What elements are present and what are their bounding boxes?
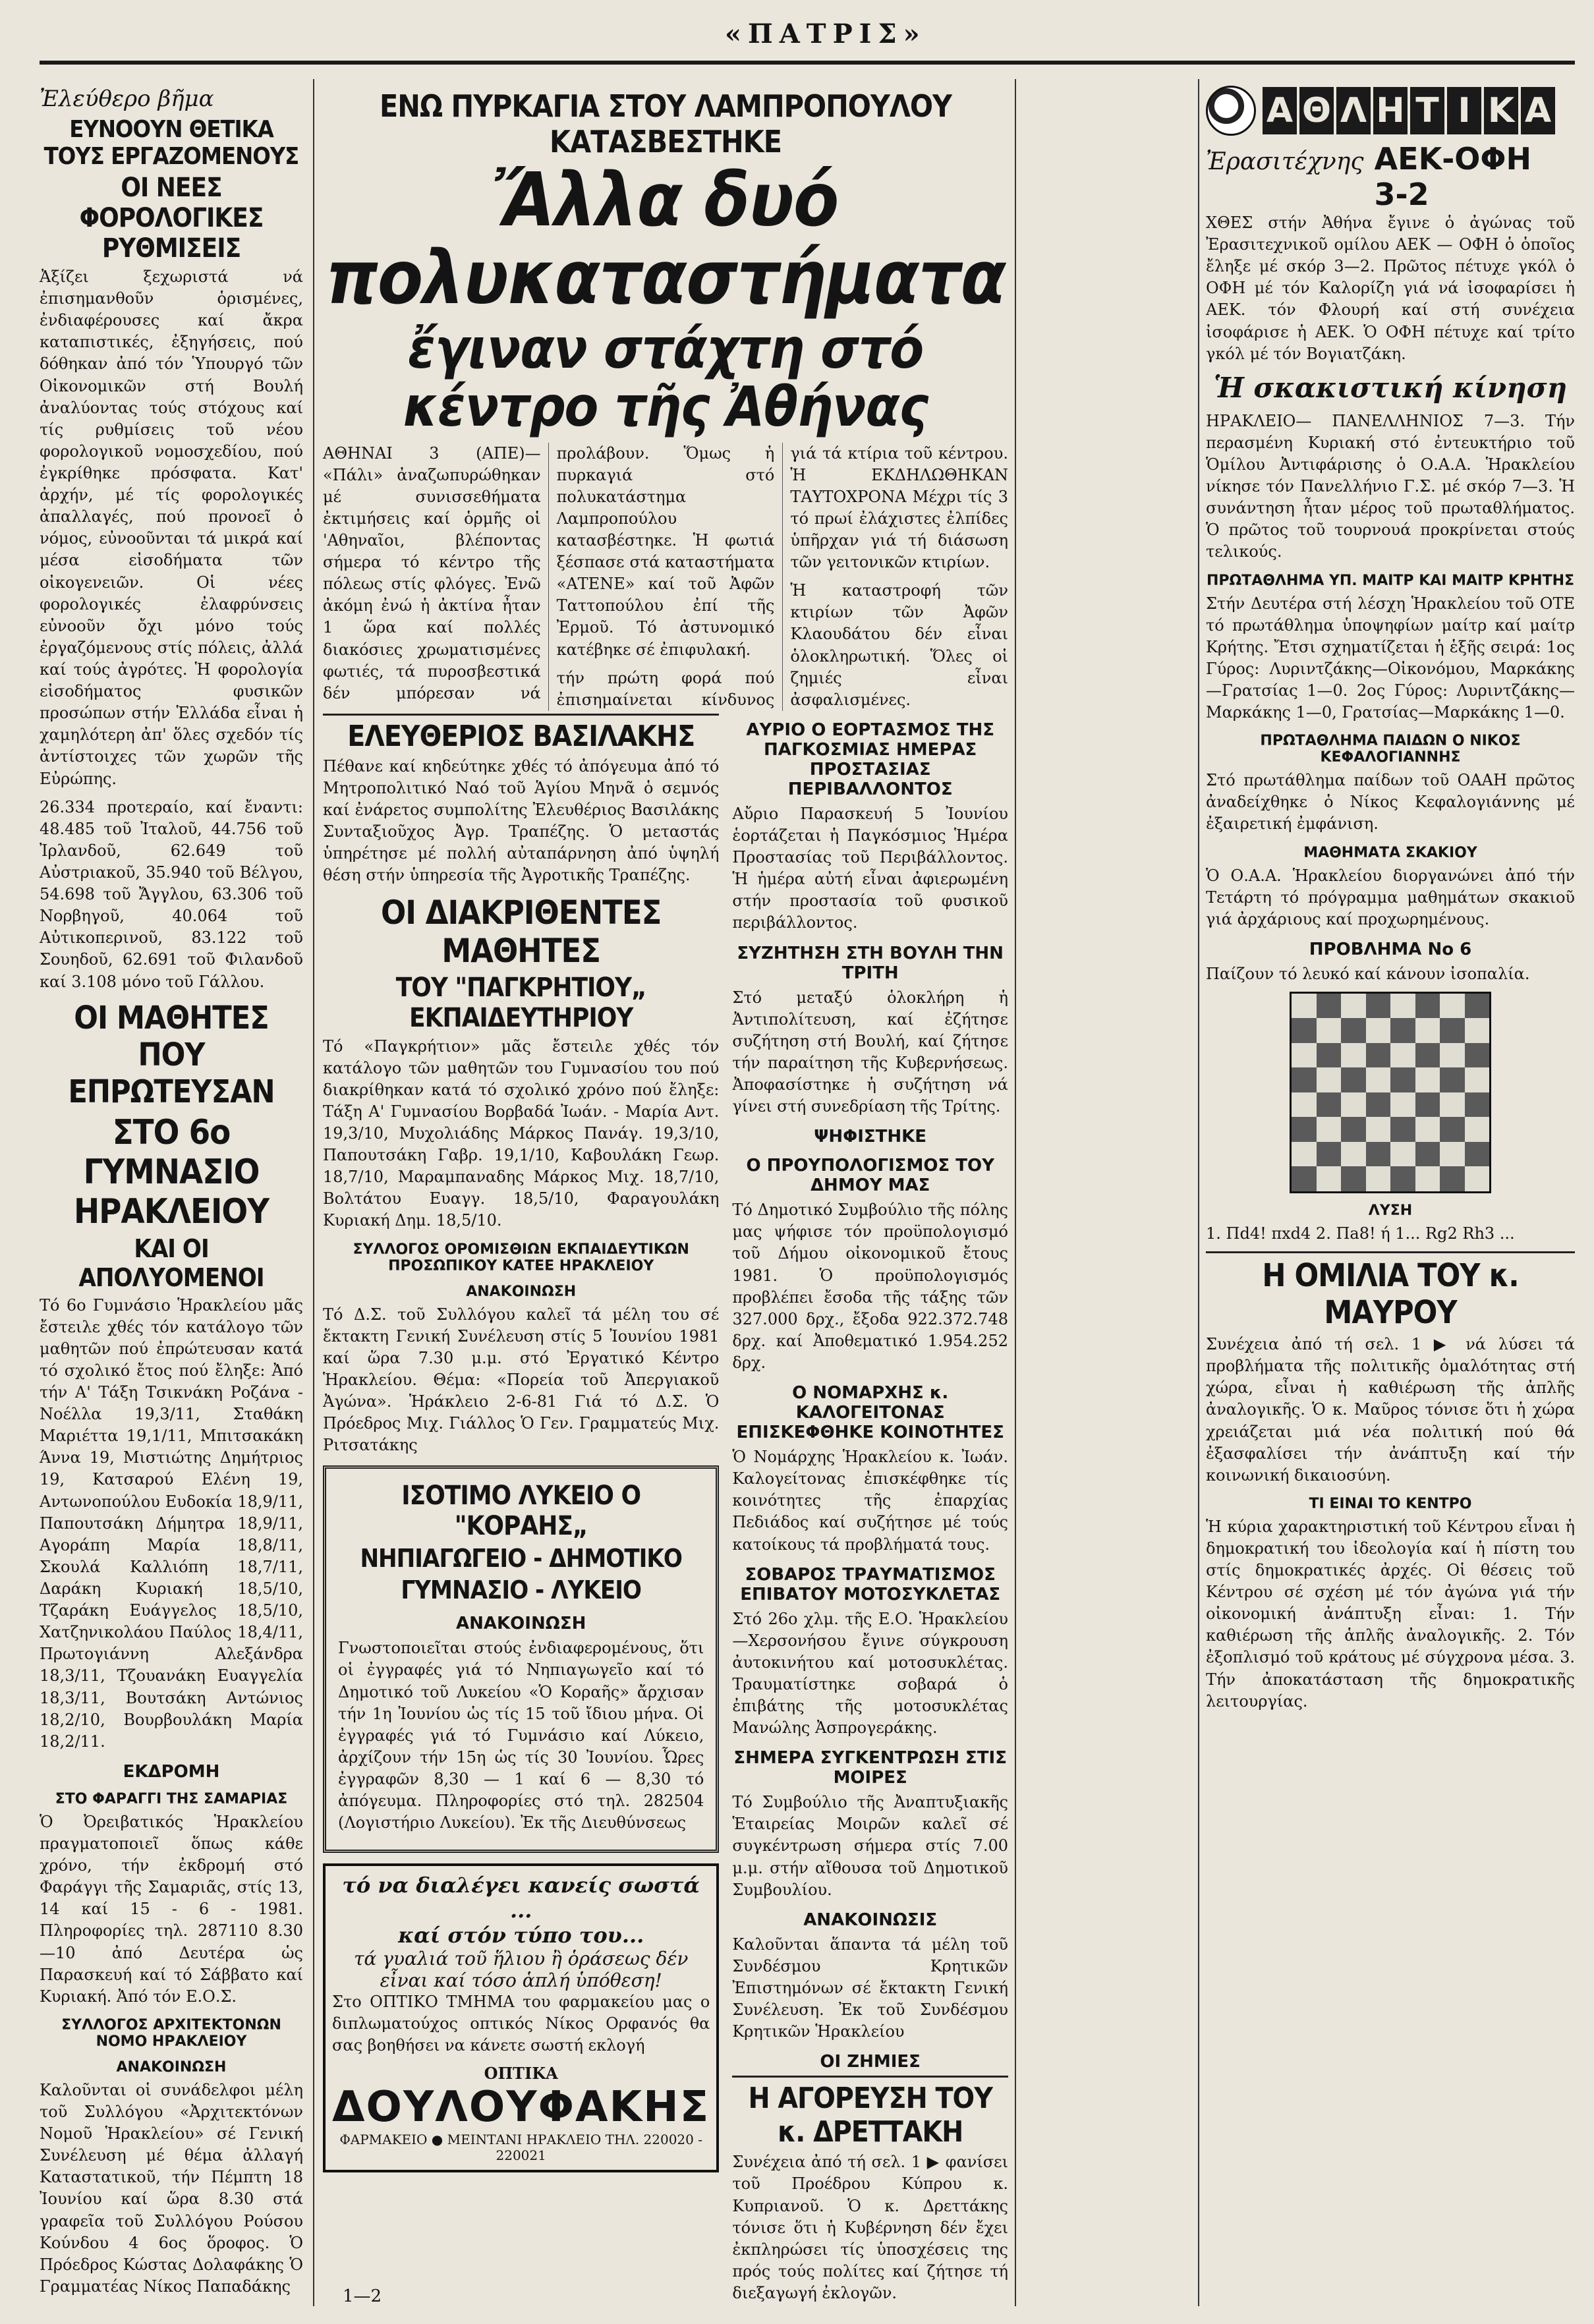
- chess-square: [1366, 1092, 1391, 1118]
- chess-square: [1317, 994, 1342, 1019]
- article-body: Τό Δημοτικό Συμβούλιο τῆς πόλης μας ψήφισε τόν προϋπολογισμό τοῦ Δήμου οἰκονομικοῦ ἔτους 1981. Ὁ προϋπολογισμός προβλέπει ἔσοδα τῆς τάξης τῶν 327.000 δρχ., ἔξοδα 922.372.748 δρχ. καί Ἀποθεματικό 1.954.252 δρχ.: [732, 1201, 1008, 1372]
- article-body: Στό 26ο χλμ. τῆς Ε.Ο. Ἡρακλείου —Χερσονήσου ἔγινε σύγκρουση ἀυτοκινήτου καί μοτοσυκλέτας. Τραυματίστηκε σοβαρά ὁ ἐπιβάτης τῆς μοτοσυκλέτας Μανώλης Ἀσπρογεράκης.: [732, 1609, 1008, 1738]
- chess-square: [1292, 994, 1317, 1019]
- title-letter: Θ: [1299, 87, 1334, 134]
- chess-square: [1390, 994, 1415, 1019]
- chess-square: [1390, 1117, 1415, 1142]
- header-rule: [40, 61, 1575, 65]
- advert-brand-small: ΟΠΤΙΚΑ: [484, 2063, 558, 2083]
- chess-square: [1465, 1018, 1490, 1043]
- article-body: Ὁ Νομάρχης Ἡρακλείου κ. Ἰωάν. Καλογείτονας ἐπισκέφθηκε τίς κοινότητες τῆς ἐπαρχίας Πεδιάδος καί συζήτησε μέ τούς κατοίκους τά προβλήματά τους.: [732, 1448, 1008, 1554]
- chess-diagram: [1290, 992, 1491, 1193]
- chess-square: [1465, 1117, 1490, 1142]
- article-body: Τό Δ.Σ. τοῦ Συλλόγου καλεῖ τά μέλη του σέ ἔκτακτη Γενική Συνέλευση στίς 5 Ἰουνίου 1981 καί ὥρα 7.30 μ.μ. στό Ἐργατικό Κέντρο Ἡρακλείου. Θέμα: «Πορεία τοῦ Ἀπεργιακοῦ Ἀγώνα». Ἡράκλειο 2-6-81 Γιά τό Δ.Σ. Ὁ Πρόεδρος Μιχ. Γιάλλος Ὁ Γεν. Γραμματεύς Μιχ. Ριτσατάκης: [323, 1305, 720, 1455]
- article-body: Πέθανε καί κηδεύτηκε χθές τό ἀπόγευμα ἀπό τό Μητροπολιτικό Ναό τοῦ Ἁγίου Μηνᾶ ὁ σεμνός καί ἐνάρετος συμπολίτης Ἐλευθέριος Βασιλάκης Συνταξιοῦχος Ἀγρ. Τραπέζης. Ὁ μεταστάς ὑπηρέτησε μέ πολλή αὐταπάρνηση ἀπό ὑψηλή θέση στήν ὑπηρεσία τῆς Ἀγροτικῆς Τραπέζης.: [323, 756, 720, 885]
- masthead: «ΠΑΤΡΙΣ»: [725, 18, 926, 49]
- article-body: Ὁ Ὀρειβατικός Ἡρακλείου πραγματοποιεῖ ὅπως κάθε χρόνο, τήν ἐκδρομή στό Φαράγγι τῆς Σαμαριᾶς, στίς 13, 14 καί 15 - 6 - 1981. Πληροφορίες τηλ. 287110 8.30—10 ἀπό Δευτέρα ὡς Παρασκευή καί τό Σάββατο καί Κυριακή. Ἀπό τόν Ε.Ο.Σ.: [40, 1812, 303, 2006]
- article-body: τήν πρώτη φορά πού ἐπισημαίνεται κίνδυνος γιά τά κτίρια τοῦ κέντρου. Ἡ ΕΚΔΗΛΩΘΗΚΑΝ ΤΑΥΤΟΧΡΟΝΑ Μέχρι τίς 3 τό πρωί ἐλάχιστες ἐλπίδες ὑπῆρχαν γιά τή διάσωση τῶν γειτονικῶν κτιρίων.: [556, 443, 1008, 709]
- title-letter: Κ: [1484, 87, 1518, 134]
- section-heading: ΣΥΛΛΟΓΟΣ ΟΡΟΜΙΣΘΙΩΝ ΕΚΠΑΙΔΕΥΤΙΚΩΝ ΠΡΟΣΩΠΙΚΟΥ ΚΑΤΕΕ ΗΡΑΚΛΕΙΟΥ: [353, 1241, 689, 1274]
- section-heading: ΟΙ ΖΗΜΙΕΣ: [820, 2052, 921, 2072]
- chess-square: [1440, 1067, 1465, 1092]
- article-body: Στήν Δευτέρα στή λέσχη Ἡρακλείου τοῦ ΟΤΕ τό πρωτάθλημα ὑποψηφίων μαίτρ καί μαίτρ Κρήτης. Ἔτσι σχηματίζεται ἡ ἑξῆς σειρά: 1ος Γύρος: Λυριντζάκης—Οἰκονόμου, Μαρκάκης—Γρατσίας 1—0. 2ος Γύρος: Λυριντζάκης—Μαρκάκης 1—0, Γρατσίας—Μαρκάκης 1—0.: [1206, 594, 1575, 722]
- section-subheading: ΑΝΑΚΟΙΝΩΣΗ: [466, 1283, 577, 1300]
- chess-square: [1415, 1018, 1440, 1043]
- chess-square: [1317, 1067, 1342, 1092]
- sports-banner: [1206, 86, 1575, 136]
- section-heading: ΕΚΔΡΟΜΗ: [123, 1761, 220, 1782]
- article-body: Καλοῦνται ἅπαντα τά μέλη τοῦ Συνδέσμου Κρητικῶν Ἐπιστημόνων σέ ἔκτακτη Γενική Συνέλευση. Ἐκ τοῦ Συνδέσμου Κρητικῶν Ἡρακλείου: [732, 1935, 1008, 2041]
- chess-square: [1341, 1117, 1366, 1142]
- advert-brand: ΔΟΥΛΟΥΦΑΚΗΣ: [332, 2082, 710, 2132]
- article-headline: ΕΝΩ ΠΥΡΚΑΓΙΑ ΣΤΟΥ ΛΑΜΠΡΟΠΟΥΛΟΥ ΚΑΤΑΣΒΕΣΤΗΚΕ: [379, 88, 952, 159]
- chess-square: [1366, 1067, 1391, 1092]
- advert-headline: ΓΥΜΝΑΣΙΟ - ΛΥΚΕΙΟ: [401, 1575, 641, 1605]
- chess-square: [1317, 1142, 1342, 1167]
- chess-square: [1440, 1018, 1465, 1043]
- chess-square: [1292, 1142, 1317, 1167]
- chess-square: [1341, 1166, 1366, 1191]
- section-heading: ΣΟΒΑΡΟΣ ΤΡΑΥΜΑΤΙΣΜΟΣ ΕΠΙΒΑΤΟΥ ΜΟΤΟΣΥΚΛΕΤΑΣ: [740, 1564, 1001, 1604]
- title-letter: Α: [1263, 87, 1297, 134]
- article-body: Ἀξίζει ξεχωριστά νά ἐπισημανθοῦν ὁρισμένες, ἐνδιαφέρουσες καί ἄκρα καταπιστικές, ἐξηγήσεις, πού δόθηκαν ἀπό τόν Ὑπουργό τῶν Οἰκονομικῶν στή Βουλή ἀναλύοντας τούς στόχους καί τίς ρυθμίσεις τοῦ νέου φορολογικοῦ νομοσχεδίου, πού ἐγκρίθηκε πρόσφατα. Κατ' ἀρχήν, μέ τίς φορολογικές ἀπαλλαγές, πού προνοεῖ ὁ νόμος, εὐνοοῦνται τά μικρά καί μέσα εἰσοδήματα τῶν οἰκογενειῶν. Οἱ νέες φορολογικές ἐλαφρύνσεις εὐνοοῦν ὄχι μόνο τούς ἐργαζόμενους στίς πόλεις, ἀλλά καί τούς ἀγρότες. Ἡ φορολογία εἰσοδήματος φυσικῶν προσώπων στήν Ἑλλάδα εἶναι ἡ χαμηλότερη ἀπ' ὅλες σχεδόν τίς ἀντίστοιχες τῶν χωρῶν τῆς Εὐρώπης.: [40, 268, 303, 788]
- section-heading: ΨΗΦΙΣΤΗΚΕ: [814, 1127, 927, 1147]
- article-body: Ἡ κύρια χαρακτηριστική τοῦ Κέντρου εἶναι ἡ δημοκρατική του ἰδεολογία καί ἡ πίστη του στίς δημοκρατικές ἀρχές. Οἱ θέσεις τοῦ Κέντρου σέ σχέση μέ τόν ἀγώνα γιά τήν οἰκονομική ἀνάπτυξη εἶναι: 1. Τήν καθιέρωση τῆς ἁπλῆς ἀναλογικῆς. 2. Τόν ἐξοπλισμό τοῦ κράτους μέ σύγχρονα μέσα. 3. Τήν ἀποκατάσταση τῆς δημοκρατικῆς λειτουργίας.: [1206, 1517, 1575, 1711]
- chess-square: [1440, 994, 1465, 1019]
- chess-square: [1292, 1067, 1317, 1092]
- chess-square: [1415, 1067, 1440, 1092]
- article-body: Ἡ καταστροφή τῶν κτιρίων τῶν Ἀφῶν Κλαουδάτου δέν εἶναι ὁλοκληρωτική. Ὅλες οἱ ζημιές εἶναι ἀσφαλισμένες.: [790, 581, 1008, 709]
- chess-square: [1415, 994, 1440, 1019]
- chess-square: [1440, 1166, 1465, 1191]
- article-headline: Η ΑΓΟΡΕΥΣΗ ΤΟΥ κ. ΔΡΕΤΤΑΚΗ: [732, 2076, 1008, 2149]
- sports-title: [1263, 87, 1555, 134]
- article-headline: ΟΙ ΝΕΕΣ ΦΟΡΟΛΟΓΙΚΕΣ ΡΥΘΜΙΣΕΙΣ: [79, 173, 264, 264]
- chess-square: [1366, 1142, 1391, 1167]
- article-headline: ΣΤΟ 6ο ΓΥΜΝΑΣΙΟ ΗΡΑΚΛΕΙΟΥ: [73, 1112, 270, 1232]
- chess-square: [1390, 1018, 1415, 1043]
- article-body: Καλοῦνται οἱ συνάδελφοι μέλη τοῦ Συλλόγου «Ἀρχιτεκτόνων Νομοῦ Ἡρακλείου» σέ Γενική Συνέλευση μέ θέμα ἀλλαγή Καταστατικοῦ, τήν Πέμπτη 18 Ἰουνίου καί ὥρα 8.30 στά γραφεῖα τοῦ Συλλόγου Ρούσου Κούνδου 4 6ος ὅροφος. Ὁ Πρόεδρος Κώστας Δολαφάκης Ὁ Γραμματέας Νίκος Παπαδάκης: [40, 2080, 303, 2296]
- article-body: Τό «Παγκρήτιον» μᾶς ἔστειλε χθές τόν κατάλογο τῶν μαθητῶν του Γυμνασίου του πού διακρίθηκαν κατά τό σχολικό χρόνο πού ἔληξε: Τάξη Α' Γυμνασίου Βορβαδά Ἰωάν. - Μαρία Αντ. 19,3/10, Μυχολιάδης Μάρκος Πανάγ. 19,3/10, Παπουτσάκη Γαβρ. 19,1/10, Καβουλάκη Γεωρ. 18,7/10, Μαραμπαναδης Μάρκος Μιχ. 18,7/10, Βολτάτου Ευαγγ. 18,5/10, Φαραγουλάκη Κυριακή Δημ. 18,5/10.: [323, 1036, 720, 1230]
- article-body: Τό 6ο Γυμνάσιο Ἡρακλείου μᾶς ἔστειλε χθές τόν κατάλογο τῶν μαθητῶν πού ἐπρώτευσαν κατά τό σχολικό ἔτος πού ἔληξε: Ἀπό τήν Α' Τάξη Τσικνάκη Ροζάνα - Νοέλλα 19,3/11, Σταθάκη Μαριέττα 19,1/11, Μπιτσακάκη Άννα 19, Μιστιώτης Δημήτριος 19, Κατσαρού Ελένη 19, Αντωνοπούλου Ευδοκία 18,9/11, Παπουτσάκη Δήμητρα 18,9/11, Αγοράπη Μαρία 18,8/11, Σκουλά Καλλιόπη 18,7/11, Δαράκη Κυριακή 18,5/10, Τζαράκη Ευάγγελος 18,5/10, Χατζηνικολάου Παύλος 18,4/11, Πρωτογιάννη Αλεξάνδρα 18,3/11, Τζουανάκη Ευαγγελία 18,3/11, Βουτσάκη Αντώνιος 18,2/10, Βουρβουλάκη Μαρία 18,2/11.: [40, 1295, 303, 1751]
- chess-square: [1415, 1117, 1440, 1142]
- chess-square: [1390, 1142, 1415, 1167]
- advert-box: [323, 1465, 719, 1853]
- chess-square: [1341, 1043, 1366, 1068]
- advert-body: Γνωστοποιεῖται στούς ἐνδιαφερομένους, ὅτι οἱ ἐγγραφές γιά τό Νηπιαγωγεῖο καί τό Δημοτικό τοῦ Λυκείου «Ὁ Κοραῆς» ἄρχισαν τήν 1η Ἰουνίου ὡς τίς 15 τοῦ ἴδιου μήνα. Οἱ ἐγγραφές γιά τό Γυμνάσιο καί Λύκειο, ἀρχίζουν τήν 15η ὡς τίς 30 Ἰουνίου. Ὧρες ἐγγραφῶν 8,30 — 1 καί 6 — 8,30 τό ἀπόγευμα. Πληροφορίες στό τηλ. 282504 (Λογιστήριο Λυκείου). Ἐκ τῆς Διευθύνσεως: [338, 1639, 704, 1832]
- title-letter: Λ: [1336, 87, 1371, 134]
- chess-square: [1465, 1092, 1490, 1118]
- advert-headline: ΙΣΟΤΙΜΟ ΛΥΚΕΙΟ Ο "ΚΟΡΑΗΣ„: [401, 1481, 641, 1542]
- chess-square: [1415, 1043, 1440, 1068]
- chess-square: [1366, 994, 1391, 1019]
- chess-square: [1292, 1166, 1317, 1191]
- main-headline: ἔγιναν στάχτη στό κέντρο τῆς Ἀθήνας: [403, 316, 928, 439]
- chess-square: [1292, 1018, 1317, 1043]
- title-letter: Τ: [1410, 87, 1444, 134]
- section-subheading: ΣΤΟ ΦΑΡΑΓΓΙ ΤΗΣ ΣΑΜΑΡΙΑΣ: [55, 1790, 288, 1807]
- chess-square: [1366, 1043, 1391, 1068]
- optica-advert: [323, 1863, 719, 2172]
- advert-line: τό να διαλέγει κανείς σωστά ...: [342, 1873, 700, 1923]
- section-heading: ΑΥΡΙΟ Ο ΕΟΡΤΑΣΜΟΣ ΤΗΣ ΠΑΓΚΟΣΜΙΑΣ ΗΜΕΡΑΣ ΠΡΟΣΤΑΣΙΑΣ ΠΕΡΙΒΑΛΛΟΝΤΟΣ: [746, 720, 994, 799]
- article-body: ΧΘΕΣ στήν Ἀθήνα ἔγινε ὁ ἀγώνας τοῦ Ἐρασιτεχνικοῦ ομίλου ΑΕΚ — ΟΦΗ ὁ ὁποῖος ἔληξε μέ σκόρ 3—2. Πρῶτος πέτυχε γκόλ ὁ ΟΦΗ μέ τόν Καλορίζη γιά νά ἰσοφαρίσει ἡ ΑΕΚ. τόν Φλουρή καί στή συνέχεια ἰσοφάρισε ἡ ΑΕΚ. Ὁ ΟΦΗ πέτυχε καί τρίτο γκόλ μέ τόν Βογιατζάκη.: [1206, 213, 1575, 363]
- article-body: ΑΘΗΝΑΙ 3 (ΑΠΕ)— «Πάλι» ἀναζωπυρώθηκαν μέ συνισσεθήματα ἐκτιμήσεις καί ὁρμῆς οἱ 'Αθηναῖοι, βλέποντας σήμερα τό κέντρο τῆς πόλεως στίς φλόγες. Ἐνῶ ἀκόμη ἐνώ ἡ ἀκτίνα ἦταν 1 ὥρα καί πολλές διακόσιες χρωματισμένες φωτιές, τά πυροσβεστικά δέν μπόρεσαν νά προλάβουν. Ὅμως ἡ πυρκαγιά στό πολυκατάστημα Λαμπροπούλου κατασβέστηκε. Ἡ φωτιά ξέσπασε στά καταστήματα «ΑΤΕΝΕ» καί τοῦ Ἀφῶν Ταττοπούλου ἐπί τῆς Ἐρμοῦ. Τό ἀστυνομικό κατέβηκε σέ ἐπιφυλακή.: [323, 443, 775, 702]
- main-headline: Ἄλλα δυό πολυκαταστήματα: [326, 157, 1006, 321]
- chess-square: [1341, 994, 1366, 1019]
- chess-square: [1341, 1018, 1366, 1043]
- page-number: 1—2: [343, 2286, 382, 2306]
- chess-square: [1317, 1117, 1342, 1142]
- chess-square: [1366, 1117, 1391, 1142]
- section-heading: ΣΥΖΗΤΗΣΗ ΣΤΗ ΒΟΥΛΗ ΤΗΝ ΤΡΙΤΗ: [737, 943, 1004, 983]
- solution-text: 1. Πd4! πxd4 2. Πa8! ή 1... Rg2 Rh3 ...: [1206, 1224, 1515, 1243]
- advert-footer: ΦΑΡΜΑΚΕΙΟ ● ΜΕΙΝΤΑΝΙ ΗΡΑΚΛΕΙΟ ΤΗΛ. 220020 - 220021: [339, 2131, 702, 2163]
- advert-headline: ΝΗΠΙΑΓΩΓΕΙΟ - ΔΗΜΟΤΙΚΟ: [360, 1544, 682, 1573]
- title-letter: Α: [1521, 87, 1555, 134]
- chess-square: [1292, 1117, 1317, 1142]
- chess-square: [1415, 1166, 1440, 1191]
- chess-square: [1317, 1018, 1342, 1043]
- chess-square: [1317, 1043, 1342, 1068]
- section-heading: ΣΗΜΕΡΑ ΣΥΓΚΕΝΤΡΩΣΗ ΣΤΙΣ ΜΟΙΡΕΣ: [733, 1748, 1007, 1788]
- article-headline: ΟΙ ΔΙΑΚΡΙΘΕΝΤΕΣ ΜΑΘΗΤΕΣ: [381, 893, 662, 970]
- article-body: Στό μεταξύ ὁλοκλήρη ἡ Ἀντιπολίτευση, καί ἐζήτησε συζήτηση στή Βουλή, καί ζήτησε τήν παραίτηση τῆς Κυβερνήσεως. Ἀποφασίστηκε ἡ συζήτηση νά γίνει στή συνεδρίαση τῆς Τρίτης.: [732, 988, 1008, 1116]
- section-subheading: ΑΝΑΚΟΙΝΩΣΗ: [116, 2058, 227, 2076]
- advert-body: Στο ΟΠΤΙΚΟ ΤΜΗΜΑ του φαρμακείου μας ο διπλωματούχος οπτικός Νίκος Ορφανός θα σας βοηθήσει να κάνετε σωστή εκλογή: [332, 1993, 710, 2055]
- chess-square: [1317, 1166, 1342, 1191]
- section-heading: Ἡ σκακιστική κίνηση: [1213, 371, 1568, 404]
- chess-square: [1465, 1043, 1490, 1068]
- article-headline: Η ΟΜΙΛΙΑ ΤΟΥ κ. ΜΑΥΡΟΥ: [1206, 1251, 1575, 1331]
- article-headline: ΟΙ ΜΑΘΗΤΕΣ ΠΟΥ ΕΠΡΩΤΕΥΣΑΝ: [68, 999, 275, 1110]
- chess-square: [1465, 1067, 1490, 1092]
- section-heading: ΛΥΣΗ: [1368, 1202, 1413, 1219]
- section-heading: ΜΑΘΗΜΑΤΑ ΣΚΑΚΙΟΥ: [1303, 844, 1477, 861]
- page-header: [0, 0, 1594, 79]
- chess-square: [1390, 1043, 1415, 1068]
- section-heading: ΤΙ ΕΙΝΑΙ ΤΟ ΚΕΝΤΡΟ: [1309, 1495, 1472, 1512]
- kicker: Ἐλεύθερο βῆμα: [40, 86, 214, 112]
- chess-square: [1292, 1043, 1317, 1068]
- match-category: Ἐρασιτέχνης: [1206, 148, 1364, 175]
- match-score: ΑΕΚ-ΟΦΗ 3-2: [1374, 141, 1532, 212]
- problem-caption: Παίζουν τό λευκό καί κάνουν ἰσοπαλία.: [1206, 964, 1530, 983]
- chess-square: [1465, 1166, 1490, 1191]
- column-divider: [1198, 79, 1199, 2306]
- chess-square: [1440, 1043, 1465, 1068]
- column-divider: [313, 79, 314, 2306]
- chess-square: [1292, 1092, 1317, 1118]
- title-letter: Η: [1373, 87, 1408, 134]
- article-subheadline: ΚΑΙ ΟΙ ΑΠΟΛΥΟΜΕΝΟΙ: [78, 1233, 264, 1292]
- article-headline: ΕΥΝΟΟΥΝ ΘΕΤΙΚΑ ΤΟΥΣ ΕΡΓΑΖΟΜΕΝΟΥΣ: [43, 116, 299, 170]
- football-icon: [1206, 86, 1256, 136]
- chess-square: [1390, 1067, 1415, 1092]
- section-heading: ΠΡΩΤΑΘΛΗΜΑ ΠΑΙΔΩΝ Ο ΝΙΚΟΣ ΚΕΦΑΛΟΓΙΑΝΝΗΣ: [1260, 733, 1521, 766]
- article-headline: ΕΛΕΥΘΕΡΙΟΣ ΒΑΣΙΛΑΚΗΣ: [323, 714, 719, 753]
- chess-square: [1366, 1166, 1391, 1191]
- chess-square: [1440, 1092, 1465, 1118]
- article-body: Συνέχεια ἀπό τή σελ. 1 ▶ φανίσει τοῦ Προέδρου Κύπρου κ. Κυπριανοῦ. Ὁ κ. Δρεττάκης τόνισε ὅτι ἡ Κυβέρνηση δέν ἔχει ἐκπληρώσει τίς ὑποσχέσεις της πρός τούς πολίτες καί ζήτησε τή διεξαγωγή ἐκλογῶν.: [732, 2153, 1008, 2303]
- section-heading: ΠΡΩΤΑΘΛΗΜΑ ΥΠ. ΜΑΙΤΡ ΚΑΙ ΜΑΙΤΡ ΚΡΗΤΗΣ: [1206, 572, 1575, 589]
- chess-square: [1465, 1142, 1490, 1167]
- chess-square: [1440, 1142, 1465, 1167]
- title-letter: Ι: [1447, 87, 1481, 134]
- chess-square: [1390, 1092, 1415, 1118]
- article-headline: ΤΟΥ "ΠΑΓΚΡΗΤΙΟΥ„ ΕΚΠΑΙΔΕΥΤΗΡΙΟΥ: [395, 972, 646, 1033]
- section-heading: Ο ΠΡΟΥΠΟΛΟΓΙΣΜΟΣ ΤΟΥ ΔΗΜΟΥ ΜΑΣ: [746, 1156, 994, 1196]
- chess-square: [1415, 1142, 1440, 1167]
- article-body: 26.334 προτεραίο, καί ἔναντι: 48.485 τοῦ Ἰταλοῦ, 44.756 τοῦ Ἰρλανδοῦ, 62.649 τοῦ Αὐστριακοῦ, 35.940 τοῦ Βέλγου, 54.698 τοῦ Ἄγγλου, 63.306 τοῦ Νορβηγοῦ, 40.064 τοῦ Αὐτικοπερινοῦ, 83.122 τοῦ Σουηδοῦ, 62.691 τοῦ Φιλανδοῦ καί 3.108 μόνο τοῦ Γάλλου.: [40, 797, 303, 991]
- section-heading: Ο ΝΟΜΑΡΧΗΣ κ. ΚΑΛΟΓΕΙΤΟΝΑΣ ΕΠΙΣΚΕΦΘΗΚΕ ΚΟΙΝΟΤΗΤΕΣ: [736, 1383, 1004, 1443]
- article-body: Ὁ Ο.Α.Α. Ἡρακλείου διοργανώνει ἀπό τήν Τετάρτη τό πρόγραμμα μαθημάτων σκακιοῦ γιά ἀρχάριους καί προχωρημένους.: [1206, 866, 1575, 928]
- column-divider: [1015, 79, 1016, 2306]
- chess-square: [1440, 1117, 1465, 1142]
- chess-square: [1390, 1166, 1415, 1191]
- article-body: Συνέχεια ἀπό τή σελ. 1 ▶ νά λύσει τά προβλήματα τῆς πολιτικῆς ὁμαλότητας στή χώρα, εἶναι ἡ καθιέρωση τῆς ἀπλῆς ἀναλογικῆς. Ὁ κ. Μαῦρος τόνισε ὅτι ἡ χώρα χρειάζεται μιά νέα πολιτική πού θά ἐξασφαλίσει τήν ἀνάπτυξη καί τήν κοινωνική δικαιοσύνη.: [1206, 1335, 1575, 1485]
- column-sports: [1206, 86, 1575, 2280]
- chess-square: [1366, 1018, 1391, 1043]
- chess-square: [1341, 1142, 1366, 1167]
- chess-square: [1465, 994, 1490, 1019]
- section-heading: ΣΥΛΛΟΓΟΣ ΑΡΧΙΤΕΚΤΟΝΩΝ ΝΟΜΟ ΗΡΑΚΛΕΙΟΥ: [61, 2016, 281, 2050]
- article-body: Τό Συμβούλιο τῆς Ἀναπτυξιακῆς Ἑταιρείας Μοιρῶν καλεῖ σέ συγκέντρωση σήμερα στίς 7.00 μ.μ. στήν αἴθουσα τοῦ Δημοτικοῦ Συμβουλίου.: [732, 1793, 1008, 1899]
- advert-line: τά γυαλιά τοῦ ἥλιου ἢ ὁράσεως δέν εἶναι καί τόσο ἁπλή ὑπόθεση!: [353, 1948, 689, 1992]
- advert-line: καί στόν τύπο του...: [398, 1923, 644, 1948]
- section-heading: ΑΝΑΚΟΙΝΩΣΙΣ: [803, 1910, 938, 1930]
- advert-subheading: ΑΝΑΚΟΙΝΩΣΗ: [456, 1614, 586, 1634]
- chess-square: [1341, 1092, 1366, 1118]
- article-body: Στό πρωτάθλημα παίδων τοῦ ΟΑΑΗ πρῶτος ἀναδείχθηκε ὁ Νίκος Κεφαλογιάννης μέ ἐξαιρετική ἐμφάνιση.: [1206, 771, 1575, 834]
- article-body: ΗΡΑΚΛΕΙΟ— ΠΑΝΕΛΛΗΝΙΟΣ 7—3. Τήν περασμένη Κυριακή στό ἐντευκτήριο τοῦ Ὁμίλου Ἀντιφάρισης ὁ Ο.Α.Α. Ἡρακλείου νίκησε τόν Πανελλήνιο Γ.Σ. μέ σκόρ 7—3. Ἡ συνάντηση ἦταν μέρος τοῦ πρωταθλήματος. Ὁ πρῶτος τοῦ τουρνουά προκρίνεται στούς τελικούς.: [1206, 411, 1575, 561]
- section-heading: ΠΡΟΒΛΗΜΑ Νο 6: [1309, 939, 1472, 959]
- chess-square: [1341, 1067, 1366, 1092]
- article-body: Αὔριο Παρασκευή 5 Ἰουνίου ἑορτάζεται ἡ Παγκόσμιος Ἡμέρα Προστασίας τοῦ Περιβάλλοντος. Ἡ ἡμέρα αὐτή εἶναι ἀφιερωμένη στήν προστασία τοῦ φυσικοῦ περιβάλλοντος.: [732, 804, 1008, 932]
- column-left: [40, 86, 303, 2296]
- chess-square: [1317, 1092, 1342, 1118]
- chess-square: [1415, 1092, 1440, 1118]
